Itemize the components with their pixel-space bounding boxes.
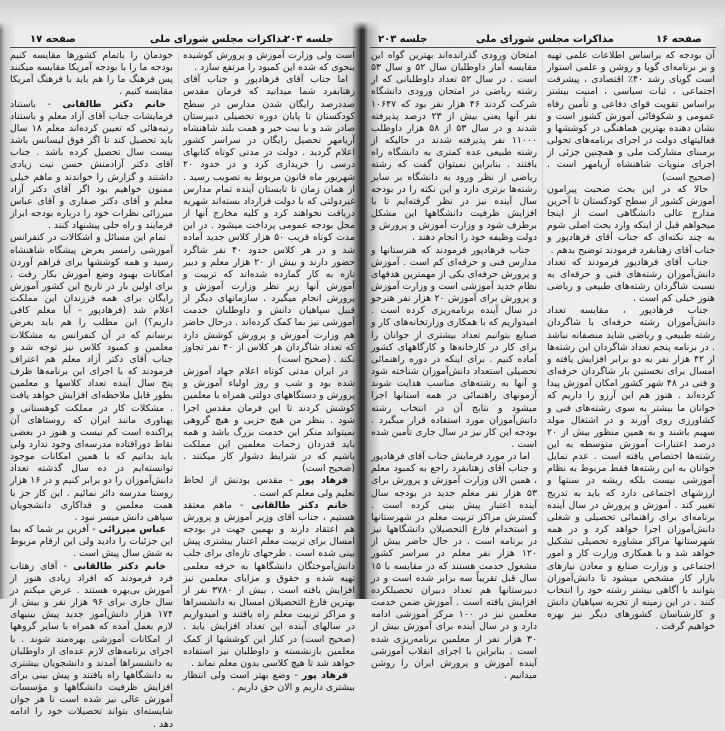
paragraph-text: - باستناد فرمایشات جناب آقای آزاد معلم و باستناد رتبه‌هائی که تعیین کرده‌اند معلم ۱۸ سال باید تحصیل کند تا اگر فوق لیسانس باشد بیست سال تحصیل کرده باشد . جناب آقای دکتر آزادمنش حسن نیت زیادی داشتند و گزارش را خواندند و ماهم خیلی ممنون خواهیم بود اگر آقای دکتر آزاد معلم و آقای دکتر صفاری و آقای عباس میرزائی نظرات خود را درباره بودجه ابراز فرمایند و راه حلی پیشنهاد کنند .	[10, 98, 173, 232]
paragraph-text: جناب فرهادپور ، مقایسه تعداد دانش‌آموزان رشته حرفه‌ای با شاگردان رشته طبیعی و ریاضی شاید منصفانه نباشد . در برنامه پنجم تعداد شاگردان این رشته‌ها از ۴۲ هزار نفر به دو برابر افزایش یافته و امسال برای نخستین بار شاگردان حرفه‌ای و فنی در ۴۸ شهر کشور امکان آموزش پیدا کرده‌اند . هنوز هم این آرزو را داریم که جوانان ما بیشتر به سوی رشته‌های فنی و کشاورزی روی آورند و در اشتغال مولد سهیم باشند و به همین منظور بیش از ۲۰ درصد اعتبارات آموزش متوسطه به این رشته‌ها اختصاص یافته است . عدم تمایل جوانان به این رشته‌ها فقط مربوط به نظام آموزشی نیست بلکه ریشه در سنتها و ارزشهای اجتماعی دارد که باید به تدریج تغییر کند . آموزش و پرورش در سال آینده برنامه‌ای برای راهنمائی تحصیلی و شغلی دانش‌آموزان اجرا خواهد کرد و در همه شهرستانها مراکز مشاوره تحصیلی تشکیل خواهد شد و با همکاری وزارت کار و امور اجتماعی و وزارت صنایع و معادن نیازهای بازار کار مشخص میشود تا دانش‌آموزان بتوانند با آگاهی بیشتر رشته خود را انتخاب کنند . در این زمینه از تجربه سپاهیان دانش و کارشناسان کشورهای دیگر نیز بهره خواهیم گرفت .	[547, 305, 716, 633]
paragraph	[10, 561, 173, 731]
speaker-name: خانم دکتر طالقانی	[72, 560, 166, 572]
header-rule	[10, 47, 356, 48]
paragraph	[547, 50, 715, 184]
column-right	[547, 50, 716, 633]
speaker-name: خانم دکتر طالقانی	[251, 499, 349, 511]
column-divider	[542, 52, 543, 594]
speaker-name: فرهاد پور	[299, 475, 348, 487]
paragraph	[547, 305, 715, 633]
speaker-name: خانم دکتر طالقانی	[62, 98, 166, 110]
paragraph	[10, 524, 173, 560]
paragraph-text: حالا که در این بحث صحبت پیرامون آموزش کشور از سطح کودکستان تا آخرین مدارج عالی دانشگاهی است از اینجا میخواهم قبل از اینکه وارد بحث اصلی شوم به چند نکته‌ای که جناب آقای فرهادپور و جناب آقای زهتابفرد فرمودند توضیح بدهم .	[547, 183, 715, 256]
paragraph	[10, 50, 173, 99]
paragraph	[371, 50, 537, 245]
paragraph-text: خودمان را باتمام کشورها مقایسه کنیم بودجه ما را با بودجه آمریکا مقایسه میکنند پس فرهنگ ما را هم باید با فرهنگ آمریکا مقایسه کنیم .	[10, 50, 173, 98]
paragraph	[371, 451, 537, 682]
header-rule	[370, 47, 716, 48]
paragraph-text: امتحان ورودی گذرانده‌اند بهترین گواه این مقایسه آمار داوطلبان سال ۵۲ و سال ۵۳ است . در سال ۵۲ تعداد داوطلبانی که از رشته ریاضی در امتحان ورودی دانشگاه شرکت کردند ۴۶ هزار نفر بود که ۱۰۶۴۷ نفر آنها یعنی بیش از ۲۳ درصد پذیرفته شدند و در سال ۵۳ از ۵۸ هزار داوطلب ۱۱۰۰۰ نفر پذیرفته شدند در حالیکه از رشته طبیعی عده کمتری به دانشگاه راه یافتند . بنابراین نمیتوان گفت که رشته ریاضی از نظر ورود به دانشگاه بر سایر رشته‌ها برتری دارد و این نکته را در بودجه سال آینده نیز در نظر گرفته‌ایم تا با افزایش ظرفیت دانشگاهها این مشکل برطرف شود و وزارت آموزش و پرورش و دولت وظیفه خود را انجام دهند .	[371, 50, 538, 244]
column-left	[371, 50, 538, 681]
paragraph-text: - آقای زهتاب فرد فرمودند که افراد زیادی هنوز از آموزش بی‌بهره هستند . عرض میکنم در سال جاری برای ۹۶ هزار نفر و بیش از ۱۷۴ هزار دانش‌آموز جدید پیش بینیهای لازم بعمل آمده که همراه با سایر گروهها از امکانات آموزشی بهره‌مند شوند . با اجرای برنامه‌های لازم عده‌ای از داوطلبان به دانشسراها آمدند و دانشجویان بیشتری به دانشگاهها راه یافتند و پیش بینی برای افزایش ظرفیت دانشگاهها و مؤسسات آموزش عالی نیز شده است تا هر جوان شایسته‌ای بتواند تحصیلات خود را ادامه دهد .	[10, 560, 173, 730]
paragraph	[183, 366, 355, 475]
scan-top-margin	[0, 0, 725, 30]
paragraph	[183, 74, 355, 366]
paragraph-text: - ماهم معتقد هستیم ، جناب آقای وزیر آموزش و پرورش هم اعتقاد دارند و بهمین جهت در بودجه امسال برای تربیت معلم اعتبار بیشتری پیش بینی شده است . طرحهای تازه‌ای برای جلب دانش‌آموختگان دانشگاهها به حرفه معلمی تهیه شده و حقوق و مزایای معلمین نیز افزایش یافته است . بیش از ۳۷۸۰ نفر از بهترین فارغ التحصیلان امسال به دانشسراها و مراکز تربیت معلم راه یافتند و امیدواریم در سالهای آینده این تعداد افزایش یابد . (صحیح است) در کنار این کوششها از کمک معلمین بازنشسته و داوطلبان نیز استفاده خواهد شد تا هیچ کلاسی بدون معلم نماند .	[183, 499, 355, 669]
paragraph-text: - آفرین بر شما که بما این جزئیات را دادید ولی این ارقام مربوط به شش سال پیش است .	[10, 524, 173, 560]
column-divider	[178, 52, 179, 594]
paragraph-text: تمام این مسائل و اشکالات در کنفرانس آموزشی رامسر بعرض پیشگاه شاهنشاه رسید و همه کوششها برای فراهم آوردن امکانات بهبود وضع آموزش بکار رفت . برای اولین بار در تاریخ این کشور آموزش رایگان برای همه فرزندان این مملکت اعلام شد (فرهادپور - آیا معلم کافی داریم؟) این مطلب را هم باید بعرض برسانم که در آن کنفرانس به مشکلات معلمین و کمبود کلاس نیز توجه شد و جناب آقای دکتر آزاد معلم هم اعتراف فرمودند که با اجرای این برنامه‌ها ظرف پنج سال آینده تعداد کلاسها و معلمین بطور قابل ملاحظه‌ای افزایش خواهد یافت . مشکلات کار در مملکت کوهستانی و پهناوری مانند ایران که روستاهای آن پراکنده است کم نیست و هنوز در بعضی نقاط دورافتاده مدرسه‌ای وجود ندارد ولی باید بدانیم که با همین امکانات موجود توانسته‌ایم در ده سال گذشته تعداد دانش‌آموزان را دو برابر کنیم و در ۱۶ هزار روستا مدرسه دائر نمائیم . این کار جز با همت معلمین و فداکاری دانشجویان سپاهی دانش میسر نبود .	[10, 232, 173, 523]
paragraph-text: آن بودجه که براساس اطلاعات علمی تهیه و بر برنامه‌ای گویا و روشن و علمی استوار است گویای رشد ۴۰٪ اقتصادی ، پیشرفت اجتماعی ، ثبات سیاسی ، امنیت بیشتر براساس تقویت قوای دفاعی و تأمین رفاه عمومی و شکوفائی آموزش کشور است و نشان دهنده بهترین هماهنگی در کوششها و فعالیتهای دولت در اجرای برنامه‌های تحولی برمبنای مشارکت ملی و همچنین جزئی از اجرای منویات شاهنشاه آریامهر است . (صحیح است)	[547, 50, 715, 183]
paragraph	[371, 245, 537, 452]
publication-title: مذاکرات مجلس شورای ملی	[150, 34, 288, 45]
session-number: جلسه ۲۰۳	[284, 34, 334, 45]
session-number: جلسه ۲۰۳	[378, 34, 428, 45]
paragraph-text: جناب فرهادپور فرمودند که هنرستانها و مدارس فنی و حرفه‌ای کم است . آموزش و پرورش حرفه‌ای یکی از مهمترین هدفهای نظام جدید آموزشی است و وزارت آموزش و پرورش برای آموزش ۲۰ هزار نفر هنرجو در سال آینده برنامه‌ریزی کرده است . امیدواریم که با همکاری وزارتخانه‌های کار و صنایع بتوانیم تعداد بیشتری از جوانان را برای کار در کارخانه‌ها و کارگاههای کشور آماده کنیم . برای اینکه در دوره راهنمائی تحصیلی استعداد دانش‌آموزان شناخته شود و آنها به رشته‌های مناسب هدایت شوند آزمونهای راهنمائی در همه استانها اجرا میشود و نتایج آن در انتخاب رشته دانش‌آموزان مورد استفاده قرار میگیرد . بودجه این کار نیز در سال جاری تأمین شده است .	[371, 244, 537, 450]
column-left	[10, 50, 173, 730]
paragraph	[183, 500, 355, 670]
paragraph-text: در ایران مدتی کوتاه اعلام جهاد آموزش شده بود و شب و روز اولیاء آموزش و پرورش و دستگاههای دولتی همراه با معلمین کوشش کردند تا این فرمان مقدس اجرا شود . بنظر من هیچ حزبی و هیچ گروهی نمیتواند منکر این خدمت بزرگ باشد و همه باید قدردان زحمات معلمین این مملکت باشیم که در شرایط دشوار کار میکنند . (صحیح است)	[183, 366, 355, 475]
paragraph	[183, 475, 355, 499]
page-number: صفحه ۱۶	[656, 34, 702, 45]
paragraph	[547, 257, 715, 306]
page-number: صفحه ۱۷	[30, 34, 76, 45]
publication-title: مذاکرات مجلس شورای ملی	[476, 34, 614, 45]
speaker-name: فرهاد پور	[301, 669, 348, 681]
paragraph	[10, 99, 173, 233]
paragraph-text: - مقدس بودنش از لحاظ تعلیم ولی معلم کم است .	[183, 475, 355, 499]
paragraph-text: اما جناب آقای فرهادپور و جناب آقای زهتابفرد شما میدانید که فرمان مقدس صددرصد رایگان شدن مدارس در سطح کودکستان تا پایان دوره تحصیلی دبیرستان صادر شد و با نیت خیر و همت بلند شاهنشاه آریامهر تحصیل رایگان در سراسر کشور اعلام گردید . دولت در مدتی کوتاه کتابهای درسی را خریداری کرد و در حدود ۲۰ شهریور ماه قانون مربوط به تصویب رسید . از همان زمان تا تابستان آینده تمام مدارس غیردولتی که با دولت قرارداد بسته‌اند شهریه دریافت نخواهند کرد و کلیه مخارج آنها از محل بودجه عمومی پرداخت میشود . در این مدت کوتاه قریب ۵۰ هزار کلاس جدید آماده شد و در هر کلاس حدود ۴۰ نفر شاگرد حضور دارند و بیش از ۲۰ هزار معلم و دبیر تازه به کار گمارده شده‌اند که تربیت و آموزش آنها زیر نظر وزارت آموزش و پرورش انجام میگیرد . سازمانهای دیگر از قبیل سپاهیان دانش و داوطلبان خدمت آموزشی نیز بما کمک کرده‌اند . درحال حاضر هم وزارت آموزش و پرورش کوشش دارد که تعداد شاگردان هر کلاس از ۴۰ نفر تجاوز نکند . (صحیح است)	[183, 74, 356, 365]
paragraph-text: جناب آقای فرهادپور فرمودند که تعداد دانش‌آموزان رشته‌های فنی و حرفه‌ای به نسبت شاگردان رشته‌های طبیعی و ریاضی هنوز خیلی کم است .	[547, 256, 715, 305]
paragraph-text: اما در مورد فرمایش جناب آقای فرهادپور و جناب آقای زهتابفرد راجع به کمبود معلم ، همین الان وزارت آموزش و پرورش برای ۵۳ هزار نفر معلم جدید در بودجه سال آینده اعتبار پیش بینی کرده است . گسترش مراکز تربیت معلم در شهرستانها و استخدام فارغ التحصیلان دانشگاهها نیز در برنامه است . در حال حاضر بیش از ۱۲۰ هزار نفر معلم در سراسر کشور مشغول خدمت هستند که در مقایسه با ۱۵ سال قبل تقریباً سه برابر شده است و در دبیرستانها هم تعداد دبیران تحصیلکرده افزایش یافته است . آموزش ضمن خدمت معلمین نیز در ۱۰۰ مرکز آموزشی ادامه دارد و در سال آینده برای آموزش بیش از ۳۰ هزار نفر از معلمین برنامه‌ریزی شده است . بنابراین با اجرای انقلاب آموزشی آینده آموزش و پرورش ایران را روشن میدانیم .	[371, 451, 537, 681]
paragraph	[183, 670, 355, 694]
paragraph-text: است ولی وزارت آموزش و پرورش کوشیده بنحوی که شده این کمبود را مرتفع سازد .	[183, 50, 355, 74]
paragraph	[547, 184, 715, 257]
column-right	[183, 50, 356, 694]
speaker-name: عباس میرزائی	[98, 524, 166, 536]
paragraph	[183, 50, 355, 74]
paragraph	[10, 232, 173, 524]
paragraph-text: - وضع بهتر است ولی انتظار بیشتری داریم و الان حق داریم .	[183, 669, 355, 694]
